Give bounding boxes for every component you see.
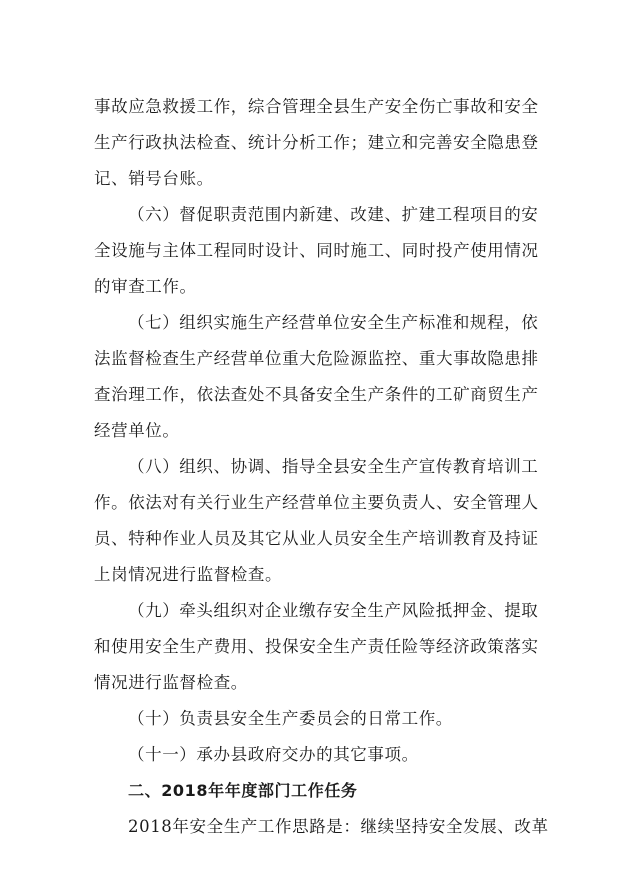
text-line: 情况进行监督检查。	[94, 673, 248, 692]
paragraph-first-line: （六）督促职责范围内新建、改建、扩建工程项目的安	[128, 205, 539, 224]
text-line: 记、销号台账。	[94, 169, 214, 188]
paragraph-first-line: （十一）承办县政府交办的其它事项。	[128, 745, 419, 764]
text-line: 和使用安全生产费用、投保安全生产责任险等经济政策落实	[94, 637, 539, 656]
section-heading: 二、2018年年度部门工作任务	[128, 781, 358, 800]
paragraph-first-line: 2018年安全生产工作思路是：继续坚持安全发展、改革	[128, 817, 549, 836]
paragraph-first-line: （九）牵头组织对企业缴存安全生产风险抵押金、提取	[128, 601, 539, 620]
text-line: 经营单位。	[94, 421, 180, 440]
paragraph-first-line: （十）负责县安全生产委员会的日常工作。	[128, 709, 453, 728]
text-line: 生产行政执法检查、统计分析工作；建立和完善安全隐患登	[94, 133, 539, 152]
text-line: 查治理工作，依法查处不具备安全生产条件的工矿商贸生产	[94, 385, 539, 404]
text-line: 法监督检查生产经营单位重大危险源监控、重大事故隐患排	[94, 349, 539, 368]
text-line: 上岗情况进行监督检查。	[94, 565, 283, 584]
paragraph-first-line: （八）组织、协调、指导全县安全生产宣传教育培训工	[128, 457, 539, 476]
text-line: 作。依法对有关行业生产经营单位主要负责人、安全管理人	[94, 493, 539, 512]
paragraph-first-line: （七）组织实施生产经营单位安全生产标准和规程，依	[128, 313, 539, 332]
text-line: 员、特种作业人员及其它从业人员安全生产培训教育及持证	[94, 529, 539, 548]
text-line: 全设施与主体工程同时设计、同时施工、同时投产使用情况	[94, 241, 539, 260]
text-line: 的审查工作。	[94, 277, 197, 296]
text-line: 事故应急救援工作，综合管理全县生产安全伤亡事故和安全	[94, 97, 539, 116]
